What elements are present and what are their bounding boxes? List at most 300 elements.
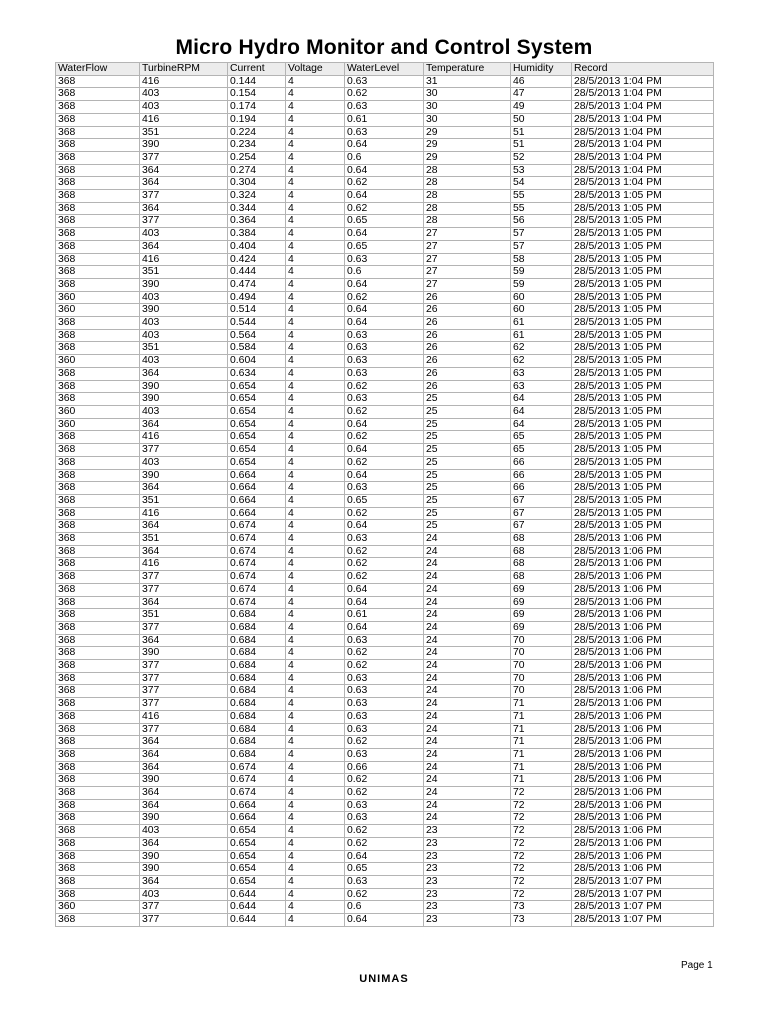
table-cell: 377 [140, 698, 228, 711]
table-cell: 25 [424, 405, 511, 418]
table-cell: 403 [140, 317, 228, 330]
table-cell: 0.62 [345, 405, 424, 418]
table-cell: 66 [511, 482, 572, 495]
table-cell: 28/5/2013 1:05 PM [572, 405, 714, 418]
table-cell: 28/5/2013 1:06 PM [572, 710, 714, 723]
table-cell: 28/5/2013 1:05 PM [572, 342, 714, 355]
table-cell: 4 [286, 748, 345, 761]
table-cell: 26 [424, 291, 511, 304]
table-cell: 51 [511, 139, 572, 152]
table-row [56, 876, 714, 889]
table-cell: 4 [286, 101, 345, 114]
table-cell: 364 [140, 736, 228, 749]
table-cell: 368 [56, 634, 140, 647]
table-cell: 364 [140, 482, 228, 495]
table-cell: 0.654 [228, 825, 286, 838]
table-cell: 0.62 [345, 431, 424, 444]
table-cell: 377 [140, 444, 228, 457]
table-cell: 0.654 [228, 837, 286, 850]
table-cell: 4 [286, 228, 345, 241]
table-cell: 368 [56, 253, 140, 266]
column-header: Current [228, 63, 286, 76]
table-cell: 59 [511, 266, 572, 279]
table-cell: 0.63 [345, 710, 424, 723]
table-cell: 0.62 [345, 787, 424, 800]
table-cell: 4 [286, 190, 345, 203]
table-cell: 28/5/2013 1:06 PM [572, 787, 714, 800]
table-cell: 0.684 [228, 660, 286, 673]
table-cell: 0.64 [345, 583, 424, 596]
table-cell: 25 [424, 482, 511, 495]
table-cell: 4 [286, 278, 345, 291]
table-cell: 4 [286, 266, 345, 279]
table-cell: 416 [140, 431, 228, 444]
table-cell: 28/5/2013 1:05 PM [572, 278, 714, 291]
table-cell: 377 [140, 571, 228, 584]
table-cell: 28/5/2013 1:04 PM [572, 151, 714, 164]
table-cell: 368 [56, 113, 140, 126]
table-cell: 4 [286, 545, 345, 558]
table-cell: 0.64 [345, 139, 424, 152]
table-cell: 25 [424, 431, 511, 444]
table-cell: 62 [511, 342, 572, 355]
table-cell: 4 [286, 253, 345, 266]
table-cell: 4 [286, 113, 345, 126]
table-cell: 368 [56, 825, 140, 838]
table-cell: 63 [511, 380, 572, 393]
column-header: Record [572, 63, 714, 76]
table-cell: 23 [424, 837, 511, 850]
table-cell: 364 [140, 240, 228, 253]
table-cell: 66 [511, 469, 572, 482]
table-row [56, 202, 714, 215]
table-cell: 368 [56, 456, 140, 469]
table-cell: 390 [140, 380, 228, 393]
table-cell: 0.64 [345, 190, 424, 203]
table-cell: 0.62 [345, 571, 424, 584]
table-cell: 28/5/2013 1:06 PM [572, 621, 714, 634]
table-cell: 4 [286, 634, 345, 647]
table-cell: 0.654 [228, 863, 286, 876]
table-row [56, 723, 714, 736]
table-cell: 0.404 [228, 240, 286, 253]
table-cell: 68 [511, 545, 572, 558]
table-cell: 377 [140, 723, 228, 736]
table-row [56, 456, 714, 469]
table-cell: 0.63 [345, 748, 424, 761]
table-cell: 377 [140, 190, 228, 203]
table-cell: 403 [140, 405, 228, 418]
table-cell: 4 [286, 825, 345, 838]
table-cell: 0.684 [228, 609, 286, 622]
table-cell: 368 [56, 101, 140, 114]
table-cell: 24 [424, 698, 511, 711]
table-row [56, 164, 714, 177]
table-cell: 364 [140, 787, 228, 800]
table-cell: 28/5/2013 1:05 PM [572, 507, 714, 520]
table-cell: 0.63 [345, 367, 424, 380]
table-cell: 71 [511, 748, 572, 761]
table-cell: 390 [140, 774, 228, 787]
table-cell: 4 [286, 431, 345, 444]
table-cell: 62 [511, 355, 572, 368]
table-cell: 0.234 [228, 139, 286, 152]
table-cell: 23 [424, 901, 511, 914]
table-cell: 4 [286, 456, 345, 469]
table-cell: 368 [56, 723, 140, 736]
table-cell: 67 [511, 494, 572, 507]
table-cell: 368 [56, 698, 140, 711]
table-cell: 368 [56, 583, 140, 596]
table-cell: 24 [424, 672, 511, 685]
table-cell: 4 [286, 380, 345, 393]
table-cell: 0.63 [345, 723, 424, 736]
table-cell: 0.62 [345, 456, 424, 469]
table-cell: 0.544 [228, 317, 286, 330]
table-cell: 368 [56, 202, 140, 215]
table-cell: 368 [56, 139, 140, 152]
table-cell: 0.654 [228, 431, 286, 444]
table-cell: 0.684 [228, 685, 286, 698]
table-cell: 28/5/2013 1:05 PM [572, 240, 714, 253]
table-cell: 4 [286, 799, 345, 812]
table-cell: 416 [140, 507, 228, 520]
table-cell: 377 [140, 660, 228, 673]
table-row [56, 736, 714, 749]
table-cell: 28/5/2013 1:04 PM [572, 139, 714, 152]
table-cell: 24 [424, 647, 511, 660]
table-cell: 28 [424, 202, 511, 215]
table-cell: 28/5/2013 1:05 PM [572, 253, 714, 266]
table-cell: 28/5/2013 1:05 PM [572, 304, 714, 317]
table-row [56, 75, 714, 88]
table-cell: 0.254 [228, 151, 286, 164]
table-cell: 0.62 [345, 545, 424, 558]
table-cell: 30 [424, 101, 511, 114]
table-cell: 28 [424, 164, 511, 177]
table-cell: 403 [140, 329, 228, 342]
table-cell: 71 [511, 723, 572, 736]
table-cell: 377 [140, 621, 228, 634]
table-cell: 4 [286, 901, 345, 914]
table-cell: 0.564 [228, 329, 286, 342]
table-header-row [56, 63, 714, 76]
table-cell: 390 [140, 304, 228, 317]
table-row [56, 151, 714, 164]
table-cell: 0.64 [345, 850, 424, 863]
table-cell: 364 [140, 634, 228, 647]
table-cell: 73 [511, 914, 572, 927]
table-cell: 24 [424, 609, 511, 622]
table-cell: 0.684 [228, 723, 286, 736]
table-cell: 24 [424, 634, 511, 647]
table-cell: 368 [56, 685, 140, 698]
table-row [56, 190, 714, 203]
table-cell: 360 [56, 291, 140, 304]
table-cell: 53 [511, 164, 572, 177]
table-cell: 0.63 [345, 634, 424, 647]
table-cell: 28/5/2013 1:06 PM [572, 799, 714, 812]
table-cell: 0.64 [345, 418, 424, 431]
table-cell: 0.674 [228, 520, 286, 533]
table-cell: 377 [140, 215, 228, 228]
table-cell: 64 [511, 405, 572, 418]
column-header: Temperature [424, 63, 511, 76]
table-cell: 368 [56, 660, 140, 673]
table-cell: 377 [140, 685, 228, 698]
table-cell: 368 [56, 888, 140, 901]
table-cell: 0.604 [228, 355, 286, 368]
table-cell: 4 [286, 672, 345, 685]
table-cell: 71 [511, 736, 572, 749]
table-cell: 4 [286, 507, 345, 520]
table-cell: 368 [56, 240, 140, 253]
table-cell: 28/5/2013 1:05 PM [572, 418, 714, 431]
table-cell: 0.63 [345, 533, 424, 546]
table-cell: 46 [511, 75, 572, 88]
table-cell: 0.674 [228, 774, 286, 787]
table-cell: 4 [286, 317, 345, 330]
table-cell: 0.61 [345, 113, 424, 126]
table-cell: 27 [424, 240, 511, 253]
table-cell: 416 [140, 558, 228, 571]
table-cell: 0.654 [228, 444, 286, 457]
table-cell: 24 [424, 723, 511, 736]
table-cell: 28/5/2013 1:05 PM [572, 393, 714, 406]
table-cell: 364 [140, 177, 228, 190]
table-cell: 4 [286, 164, 345, 177]
table-cell: 390 [140, 850, 228, 863]
table-cell: 70 [511, 672, 572, 685]
table-cell: 368 [56, 609, 140, 622]
table-row [56, 672, 714, 685]
table-cell: 4 [286, 774, 345, 787]
table-cell: 364 [140, 418, 228, 431]
table-cell: 0.64 [345, 914, 424, 927]
table-cell: 0.644 [228, 901, 286, 914]
table-cell: 364 [140, 367, 228, 380]
table-cell: 24 [424, 748, 511, 761]
table-row [56, 380, 714, 393]
table-cell: 4 [286, 533, 345, 546]
table-row [56, 825, 714, 838]
table-cell: 28/5/2013 1:05 PM [572, 317, 714, 330]
table-cell: 368 [56, 520, 140, 533]
table-cell: 0.684 [228, 621, 286, 634]
table-cell: 403 [140, 355, 228, 368]
table-cell: 0.644 [228, 888, 286, 901]
table-cell: 68 [511, 571, 572, 584]
table-cell: 0.654 [228, 850, 286, 863]
table-cell: 61 [511, 317, 572, 330]
page-number: Page 1 [681, 960, 713, 971]
table-cell: 23 [424, 825, 511, 838]
table-cell: 0.674 [228, 533, 286, 546]
table-row [56, 88, 714, 101]
table-row [56, 520, 714, 533]
table-cell: 368 [56, 329, 140, 342]
table-cell: 368 [56, 850, 140, 863]
table-cell: 0.63 [345, 393, 424, 406]
table-cell: 403 [140, 101, 228, 114]
table-cell: 4 [286, 736, 345, 749]
table-cell: 368 [56, 837, 140, 850]
table-cell: 28/5/2013 1:06 PM [572, 863, 714, 876]
table-cell: 68 [511, 533, 572, 546]
table-cell: 0.62 [345, 291, 424, 304]
table-cell: 364 [140, 520, 228, 533]
table-row [56, 596, 714, 609]
table-cell: 0.65 [345, 494, 424, 507]
table-row [56, 837, 714, 850]
table-cell: 27 [424, 266, 511, 279]
table-cell: 4 [286, 609, 345, 622]
table-cell: 368 [56, 75, 140, 88]
table-cell: 69 [511, 621, 572, 634]
table-cell: 377 [140, 151, 228, 164]
table-cell: 28/5/2013 1:06 PM [572, 660, 714, 673]
table-cell: 0.674 [228, 571, 286, 584]
table-row [56, 901, 714, 914]
table-cell: 4 [286, 685, 345, 698]
table-cell: 4 [286, 240, 345, 253]
table-cell: 25 [424, 444, 511, 457]
table-cell: 28/5/2013 1:05 PM [572, 228, 714, 241]
table-cell: 368 [56, 177, 140, 190]
table-cell: 28/5/2013 1:06 PM [572, 571, 714, 584]
table-cell: 4 [286, 494, 345, 507]
table-cell: 26 [424, 329, 511, 342]
table-cell: 28/5/2013 1:04 PM [572, 126, 714, 139]
table-cell: 368 [56, 558, 140, 571]
table-cell: 25 [424, 507, 511, 520]
table-cell: 24 [424, 571, 511, 584]
table-cell: 28/5/2013 1:05 PM [572, 456, 714, 469]
table-cell: 0.65 [345, 863, 424, 876]
table-cell: 403 [140, 228, 228, 241]
table-row [56, 545, 714, 558]
table-cell: 0.62 [345, 825, 424, 838]
table-cell: 28/5/2013 1:05 PM [572, 520, 714, 533]
table-cell: 4 [286, 723, 345, 736]
table-cell: 0.63 [345, 329, 424, 342]
table-row [56, 215, 714, 228]
table-cell: 0.64 [345, 520, 424, 533]
table-cell: 28/5/2013 1:05 PM [572, 202, 714, 215]
table-row [56, 367, 714, 380]
table-cell: 28/5/2013 1:04 PM [572, 101, 714, 114]
table-cell: 0.62 [345, 837, 424, 850]
table-cell: 55 [511, 202, 572, 215]
table-row [56, 647, 714, 660]
table-cell: 28/5/2013 1:05 PM [572, 444, 714, 457]
table-cell: 0.63 [345, 812, 424, 825]
table-cell: 28/5/2013 1:06 PM [572, 647, 714, 660]
table-cell: 0.63 [345, 355, 424, 368]
table-cell: 368 [56, 164, 140, 177]
table-cell: 70 [511, 660, 572, 673]
table-cell: 368 [56, 266, 140, 279]
table-cell: 368 [56, 88, 140, 101]
table-cell: 23 [424, 850, 511, 863]
table-cell: 416 [140, 253, 228, 266]
table-cell: 28/5/2013 1:04 PM [572, 88, 714, 101]
table-cell: 26 [424, 355, 511, 368]
table-cell: 364 [140, 748, 228, 761]
table-cell: 368 [56, 533, 140, 546]
table-cell: 71 [511, 761, 572, 774]
table-row [56, 304, 714, 317]
table-cell: 0.6 [345, 151, 424, 164]
table-cell: 390 [140, 812, 228, 825]
table-cell: 24 [424, 799, 511, 812]
table-cell: 4 [286, 139, 345, 152]
table-cell: 28/5/2013 1:06 PM [572, 736, 714, 749]
table-cell: 4 [286, 482, 345, 495]
table-cell: 368 [56, 672, 140, 685]
table-cell: 73 [511, 901, 572, 914]
table-cell: 4 [286, 75, 345, 88]
table-cell: 27 [424, 278, 511, 291]
table-cell: 403 [140, 456, 228, 469]
table-cell: 364 [140, 761, 228, 774]
table-cell: 52 [511, 151, 572, 164]
table-cell: 368 [56, 482, 140, 495]
table-row [56, 342, 714, 355]
table-cell: 28/5/2013 1:06 PM [572, 558, 714, 571]
table-cell: 0.654 [228, 876, 286, 889]
table-cell: 4 [286, 621, 345, 634]
table-cell: 0.63 [345, 75, 424, 88]
table-row [56, 888, 714, 901]
table-cell: 0.644 [228, 914, 286, 927]
table-cell: 351 [140, 342, 228, 355]
table-row [56, 812, 714, 825]
table-cell: 0.684 [228, 710, 286, 723]
table-cell: 0.63 [345, 482, 424, 495]
table-cell: 0.684 [228, 748, 286, 761]
table-cell: 26 [424, 304, 511, 317]
table-cell: 364 [140, 202, 228, 215]
table-cell: 0.63 [345, 799, 424, 812]
table-cell: 0.62 [345, 558, 424, 571]
table-cell: 28/5/2013 1:06 PM [572, 825, 714, 838]
table-cell: 4 [286, 850, 345, 863]
table-row [56, 266, 714, 279]
table-cell: 0.66 [345, 761, 424, 774]
table-cell: 0.664 [228, 507, 286, 520]
table-cell: 26 [424, 380, 511, 393]
table-cell: 69 [511, 596, 572, 609]
table-row [56, 507, 714, 520]
data-table [55, 62, 714, 927]
table-cell: 24 [424, 812, 511, 825]
table-row [56, 278, 714, 291]
table-row [56, 698, 714, 711]
column-header: Voltage [286, 63, 345, 76]
table-cell: 23 [424, 888, 511, 901]
table-cell: 0.64 [345, 469, 424, 482]
table-cell: 0.664 [228, 469, 286, 482]
table-cell: 28/5/2013 1:06 PM [572, 748, 714, 761]
table-cell: 0.63 [345, 672, 424, 685]
table-cell: 25 [424, 456, 511, 469]
table-row [56, 228, 714, 241]
table-row [56, 240, 714, 253]
table-cell: 0.674 [228, 596, 286, 609]
table-cell: 416 [140, 710, 228, 723]
table-cell: 368 [56, 126, 140, 139]
